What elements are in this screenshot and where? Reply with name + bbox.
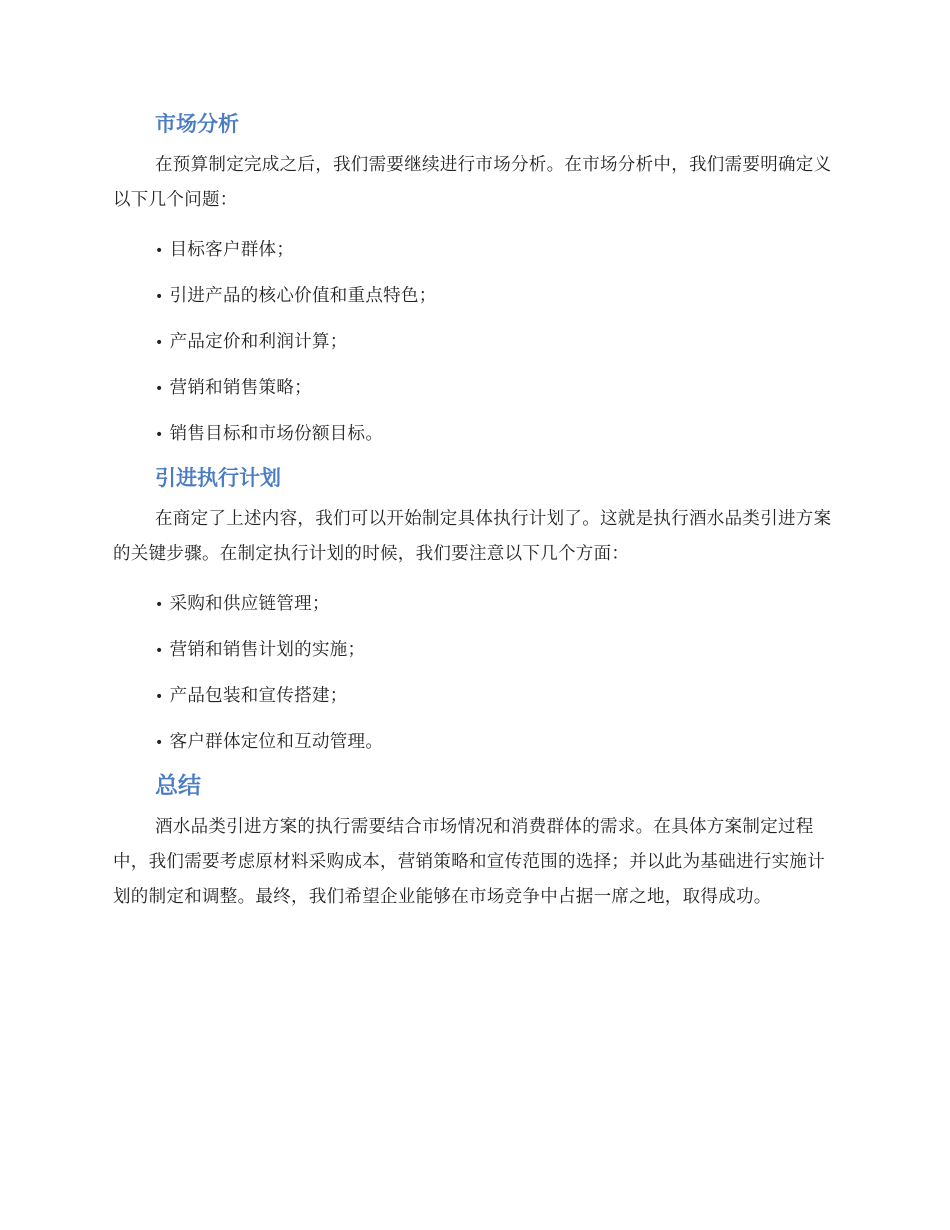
section-heading: 总结 [155, 773, 201, 799]
list-item-text: 客户群体定位和互动管理。 [169, 732, 384, 752]
list-item-text: 销售目标和市场份额目标。 [169, 424, 384, 444]
bullet-icon: • [155, 735, 164, 751]
bullet-icon: • [155, 381, 164, 397]
list-item-text: 采购和供应链管理； [169, 594, 330, 614]
list-item [113, 238, 840, 264]
section-summary [113, 770, 840, 915]
section-heading: 引进执行计划 [155, 466, 281, 490]
bullet-icon: • [155, 427, 164, 443]
section-paragraph: 在预算制定完成之后，我们需要继续进行市场分析。在市场分析中，我们需要明确定义以下几个问题： [113, 155, 832, 210]
bullet-list [113, 238, 840, 448]
bullet-list [113, 592, 840, 756]
list-item [113, 376, 840, 402]
list-item-text: 产品定价和利润计算； [169, 332, 348, 352]
list-item [113, 284, 840, 310]
section-market-analysis [113, 108, 840, 448]
list-item-text: 目标客户群体； [169, 240, 295, 260]
list-item [113, 638, 840, 664]
list-item-text: 营销和销售策略； [169, 378, 312, 398]
section-execution-plan [113, 462, 840, 756]
section-paragraph: 在商定了上述内容，我们可以开始制定具体执行计划了。这就是执行酒水品类引进方案的关键步骤。在制定执行计划的时候，我们要注意以下几个方面： [113, 509, 832, 564]
bullet-icon: • [155, 243, 164, 259]
list-item-text: 产品包装和宣传搭建； [169, 686, 348, 706]
list-item [113, 592, 840, 618]
list-item [113, 422, 840, 448]
list-item-text: 营销和销售计划的实施； [169, 640, 366, 660]
list-item [113, 330, 840, 356]
bullet-icon: • [155, 289, 164, 305]
list-item [113, 730, 840, 756]
section-heading: 市场分析 [155, 112, 239, 136]
list-item-text: 引进产品的核心价值和重点特色； [169, 286, 437, 306]
bullet-icon: • [155, 597, 164, 613]
bullet-icon: • [155, 335, 164, 351]
list-item [113, 684, 840, 710]
section-paragraph: 酒水品类引进方案的执行需要结合市场情况和消费群体的需求。在具体方案制定过程中，我们需要考虑原材料采购成本，营销策略和宣传范围的选择；并以此为基础进行实施计划的制定和调整。最终，我们希望企业能够在市场竞争中占据一席之地，取得成功。 [113, 817, 825, 907]
document-page [113, 108, 840, 915]
bullet-icon: • [155, 689, 164, 705]
bullet-icon: • [155, 643, 164, 659]
